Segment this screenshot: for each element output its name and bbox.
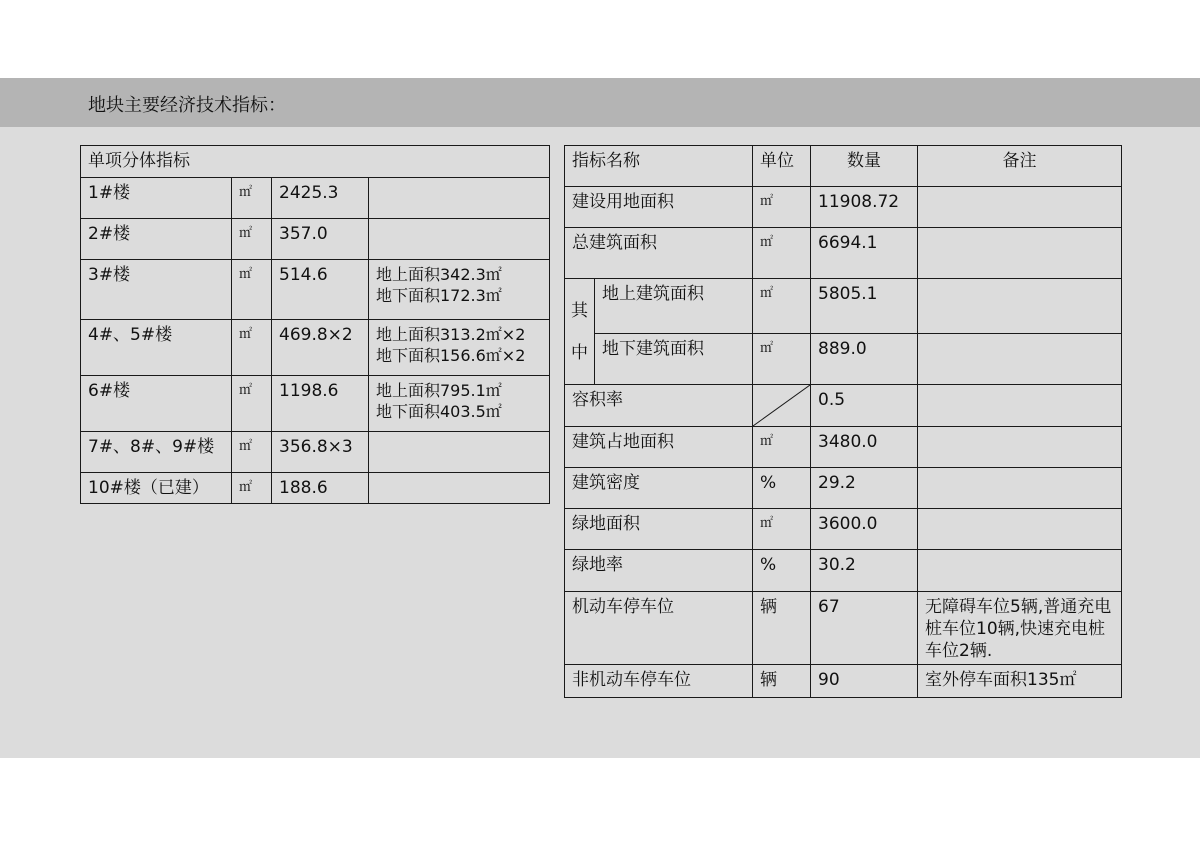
table-row <box>565 334 1122 385</box>
indicator-name: 地上建筑面积 <box>595 279 753 334</box>
area-value: 188.6 <box>272 473 369 504</box>
note-line: 地上面积795.1㎡ <box>376 381 502 400</box>
qty-cell: 6694.1 <box>811 228 918 279</box>
qty-cell: 67 <box>811 592 918 665</box>
table-row <box>81 178 550 219</box>
unit-cell: ㎡ <box>232 376 272 432</box>
indicator-name: 容积率 <box>565 385 753 427</box>
indicator-name: 地下建筑面积 <box>595 334 753 385</box>
table-row <box>565 468 1122 509</box>
unit-cell: ㎡ <box>753 509 811 550</box>
unit-cell: ㎡ <box>232 219 272 260</box>
table-header: 单项分体指标 <box>81 146 550 178</box>
unit-cell: ㎡ <box>753 334 811 385</box>
table-row <box>565 228 1122 279</box>
unit-cell: ㎡ <box>232 473 272 504</box>
building-name: 7#、8#、9#楼 <box>81 432 232 473</box>
qty-cell: 11908.72 <box>811 187 918 228</box>
table-row <box>81 473 550 504</box>
table-row <box>81 376 550 432</box>
note-cell <box>918 334 1122 385</box>
table-row <box>81 260 550 320</box>
indicator-name: 绿地面积 <box>565 509 753 550</box>
qty-cell: 5805.1 <box>811 279 918 334</box>
qizhong-char: 中 <box>571 342 588 363</box>
qty-cell: 30.2 <box>811 550 918 592</box>
note-cell <box>918 509 1122 550</box>
table-row <box>81 219 550 260</box>
table-row <box>565 385 1122 427</box>
note-cell: 无障碍车位5辆,普通充电桩车位10辆,快速充电桩车位2辆. <box>918 592 1122 665</box>
note-cell <box>369 219 550 260</box>
area-value: 357.0 <box>272 219 369 260</box>
building-name: 3#楼 <box>81 260 232 320</box>
unit-cell: % <box>753 550 811 592</box>
table-row <box>81 320 550 376</box>
qizhong-char: 其 <box>571 300 588 321</box>
area-value: 2425.3 <box>272 178 369 219</box>
note-cell <box>918 279 1122 334</box>
unit-cell: ㎡ <box>753 228 811 279</box>
building-name: 6#楼 <box>81 376 232 432</box>
building-name: 1#楼 <box>81 178 232 219</box>
note-cell <box>918 550 1122 592</box>
unit-cell: ㎡ <box>753 427 811 468</box>
table-header-row <box>81 146 550 178</box>
qty-cell: 29.2 <box>811 468 918 509</box>
unit-cell: ㎡ <box>232 432 272 473</box>
table-row <box>565 279 1122 334</box>
indicator-name: 建筑密度 <box>565 468 753 509</box>
unit-cell: ㎡ <box>232 320 272 376</box>
table-row <box>565 427 1122 468</box>
table-row <box>565 187 1122 228</box>
note-cell <box>369 473 550 504</box>
qty-cell: 3480.0 <box>811 427 918 468</box>
indicator-name: 非机动车停车位 <box>565 665 753 698</box>
note-cell <box>369 376 550 432</box>
table-row <box>565 509 1122 550</box>
qty-cell: 0.5 <box>811 385 918 427</box>
qizhong-cell <box>565 279 595 385</box>
note-cell <box>369 320 550 376</box>
area-value: 356.8×3 <box>272 432 369 473</box>
table-row <box>565 550 1122 592</box>
header-qty: 数量 <box>811 146 918 187</box>
note-cell: 室外停车面积135㎡ <box>918 665 1122 698</box>
unit-cell: ㎡ <box>232 178 272 219</box>
indicator-name: 总建筑面积 <box>565 228 753 279</box>
building-name: 4#、5#楼 <box>81 320 232 376</box>
table-row <box>565 592 1122 665</box>
indicator-name: 建设用地面积 <box>565 187 753 228</box>
header-note: 备注 <box>918 146 1122 187</box>
note-cell <box>918 187 1122 228</box>
building-name: 2#楼 <box>81 219 232 260</box>
table-header-row <box>565 146 1122 187</box>
header-name: 指标名称 <box>565 146 753 187</box>
note-cell <box>918 228 1122 279</box>
area-value: 1198.6 <box>272 376 369 432</box>
economic-indicator-table <box>564 145 1122 698</box>
note-cell <box>369 432 550 473</box>
note-line: 地下面积172.3㎡ <box>376 286 502 305</box>
unit-indicator-table <box>80 145 550 504</box>
note-cell <box>369 178 550 219</box>
indicator-name: 机动车停车位 <box>565 592 753 665</box>
diagonal-cell <box>753 385 811 427</box>
note-line: 地上面积342.3㎡ <box>376 265 502 284</box>
diagonal-line <box>753 385 810 426</box>
qty-cell: 889.0 <box>811 334 918 385</box>
indicator-name: 绿地率 <box>565 550 753 592</box>
indicator-name: 建筑占地面积 <box>565 427 753 468</box>
header-unit: 单位 <box>753 146 811 187</box>
unit-cell: % <box>753 468 811 509</box>
area-value: 514.6 <box>272 260 369 320</box>
area-value: 469.8×2 <box>272 320 369 376</box>
building-name: 10#楼（已建） <box>81 473 232 504</box>
note-line: 地上面积313.2㎡×2 <box>376 325 526 344</box>
table-row <box>81 432 550 473</box>
note-cell <box>918 385 1122 427</box>
page-title: 地块主要经济技术指标： <box>88 95 286 116</box>
note-line: 地下面积403.5㎡ <box>376 402 502 421</box>
unit-cell: 辆 <box>753 665 811 698</box>
unit-cell: ㎡ <box>753 187 811 228</box>
qty-cell: 90 <box>811 665 918 698</box>
note-cell <box>918 427 1122 468</box>
unit-cell: 辆 <box>753 592 811 665</box>
note-cell <box>369 260 550 320</box>
note-line: 地下面积156.6㎡×2 <box>376 346 526 365</box>
table-row <box>565 665 1122 698</box>
note-cell <box>918 468 1122 509</box>
unit-cell: ㎡ <box>753 279 811 334</box>
qty-cell: 3600.0 <box>811 509 918 550</box>
unit-cell: ㎡ <box>232 260 272 320</box>
